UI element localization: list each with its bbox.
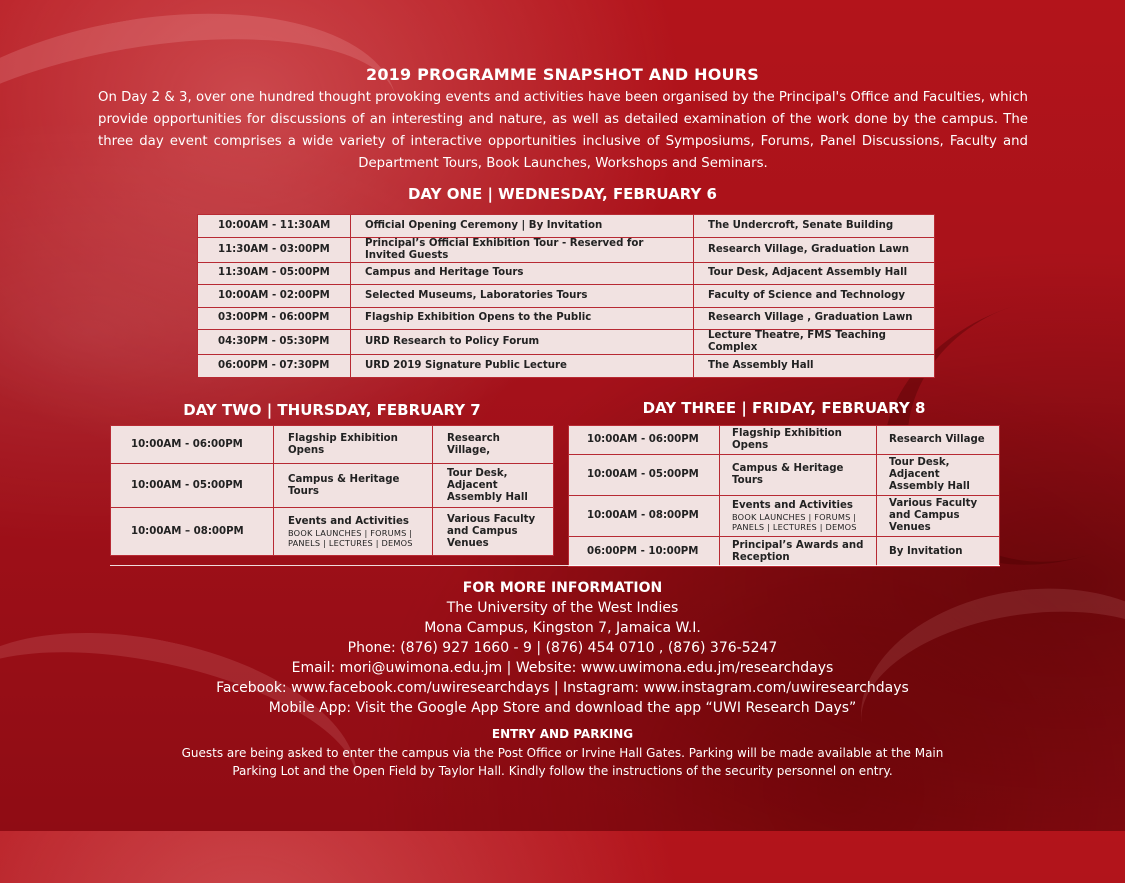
time-cell: 10:00AM - 06:00PM (569, 426, 720, 455)
venue-cell: Faculty of Science and Technology (694, 285, 935, 308)
day-two-heading: DAY TWO | THURSDAY, FEBRUARY 7 (183, 401, 481, 419)
table-row (111, 508, 554, 556)
time-cell: 10:00AM – 08:00PM (111, 508, 274, 556)
day-three-schedule-table (568, 425, 1000, 567)
event-cell (720, 426, 877, 455)
more-info-heading: FOR MORE INFORMATION (462, 580, 663, 596)
table-row (111, 464, 554, 508)
time-cell: 11:30AM - 03:00PM (198, 237, 351, 262)
table-row (198, 355, 935, 378)
table-row (198, 330, 935, 355)
event-title: Events and Activities (288, 515, 409, 527)
venue-cell: Various Faculty and Campus Venues (433, 508, 554, 556)
venue-cell: Research Village, Graduation Lawn (694, 237, 935, 262)
event-title: Flagship Exhibition Opens (732, 428, 842, 451)
event-cell (720, 496, 877, 537)
entry-parking-heading: ENTRY AND PARKING (491, 727, 634, 741)
venue-cell: Tour Desk, Adjacent Assembly Hall (877, 455, 1000, 496)
table-row (198, 285, 935, 308)
table-row (198, 307, 935, 330)
event-cell (274, 508, 433, 556)
time-cell: 06:00PM - 10:00PM (569, 537, 720, 567)
time-cell: 10:00AM - 02:00PM (198, 285, 351, 308)
venue-cell: Research Village , Graduation Lawn (694, 307, 935, 330)
event-cell: Campus and Heritage Tours (351, 262, 694, 285)
divider (110, 565, 1000, 566)
entry-parking-text: Guests are being asked to enter the campus via the Post Office or Irvine Hall Gates. Parking will be made available at the Main Parking Lot and the Open Field by Taylor Hall. Kindly follow the instructions of the security personnel on entry. (181, 746, 944, 778)
time-cell: 10:00AM - 08:00PM (569, 496, 720, 537)
table-row (569, 426, 1000, 455)
time-cell: 10:00AM - 05:00PM (111, 464, 274, 508)
event-cell (720, 455, 877, 496)
venue-cell: Tour Desk, Adjacent Assembly Hall (433, 464, 554, 508)
venue-cell: The Assembly Hall (694, 355, 935, 378)
time-cell: 03:00PM - 06:00PM (198, 307, 351, 330)
contact-info (0, 598, 1125, 718)
time-cell: 10:00AM - 05:00PM (569, 455, 720, 496)
event-title: Events and Activities (732, 500, 853, 511)
mobile-app-line: Mobile App: Visit the Google App Store and download the app “UWI Research Days” (268, 700, 857, 716)
time-cell: 04:30PM - 05:30PM (198, 330, 351, 355)
event-subtitle: BOOK LAUNCHES | FORUMS | PANELS | LECTURES | DEMOS (732, 512, 857, 532)
day-one-schedule-table (197, 214, 935, 378)
table-row (569, 496, 1000, 537)
event-cell (274, 464, 433, 508)
table-row (198, 262, 935, 285)
intro-paragraph: On Day 2 & 3, over one hundred thought provoking events and activities have been organised by the Principal's Office and Faculties, which provide opportunities for discussions of an interesting and nature, as well as detailed examination of the work done by the campus. The three day event comprises a wide variety of interactive opportunities inclusive of Symposiums, Forums, Panel Discussions, Faculty and Department Tours, Book Launches, Workshops and Seminars. (98, 90, 1028, 171)
venue-cell: The Undercroft, Senate Building (694, 215, 935, 238)
phone-line: Phone: (876) 927 1660 - 9 | (876) 454 0710 , (876) 376-5247 (347, 640, 778, 656)
venue-cell: By Invitation (877, 537, 1000, 567)
table-row (111, 426, 554, 464)
event-cell: URD Research to Policy Forum (351, 330, 694, 355)
event-cell (274, 426, 433, 464)
venue-cell: Various Faculty and Campus Venues (877, 496, 1000, 537)
table-row (198, 215, 935, 238)
event-title: Principal’s Awards and Reception (732, 539, 864, 563)
university-name: The University of the West Indies (446, 600, 679, 616)
venue-cell: Research Village, (433, 426, 554, 464)
page-title: 2019 PROGRAMME SNAPSHOT AND HOURS (365, 65, 759, 84)
social-line: Facebook: www.facebook.com/uwiresearchdays | Instagram: www.instagram.com/uwiresearchdays (216, 680, 909, 696)
event-cell (720, 537, 877, 567)
event-cell: URD 2019 Signature Public Lecture (351, 355, 694, 378)
time-cell: 06:00PM - 07:30PM (198, 355, 351, 378)
event-subtitle: BOOK LAUNCHES | FORUMS | PANELS | LECTURES | DEMOS (288, 527, 413, 548)
time-cell: 10:00AM - 06:00PM (111, 426, 274, 464)
venue-cell: Research Village (877, 426, 1000, 455)
event-title: Campus & Heritage Tours (288, 473, 400, 497)
time-cell: 10:00AM - 11:30AM (198, 215, 351, 238)
table-row (569, 455, 1000, 496)
venue-cell: Tour Desk, Adjacent Assembly Hall (694, 262, 935, 285)
venue-cell: Lecture Theatre, FMS Teaching Complex (694, 330, 935, 355)
table-row (569, 537, 1000, 567)
event-cell: Flagship Exhibition Opens to the Public (351, 307, 694, 330)
event-cell: Principal’s Official Exhibition Tour - Reserved for Invited Guests (351, 237, 694, 262)
time-cell: 11:30AM - 05:00PM (198, 262, 351, 285)
day-three-heading: DAY THREE | FRIDAY, FEBRUARY 8 (642, 399, 926, 417)
event-title: Flagship Exhibition Opens (288, 432, 398, 456)
event-cell: Selected Museums, Laboratories Tours (351, 285, 694, 308)
table-row (198, 237, 935, 262)
day-two-schedule-table (110, 425, 554, 556)
event-cell: Official Opening Ceremony | By Invitation (351, 215, 694, 238)
event-title: Campus & Heritage Tours (732, 463, 844, 486)
day-one-heading: DAY ONE | WEDNESDAY, FEBRUARY 6 (407, 185, 717, 203)
campus-address: Mona Campus, Kingston 7, Jamaica W.I. (424, 620, 701, 636)
email-website-line: Email: mori@uwimona.edu.jm | Website: www.uwimona.edu.jm/researchdays (291, 660, 834, 676)
